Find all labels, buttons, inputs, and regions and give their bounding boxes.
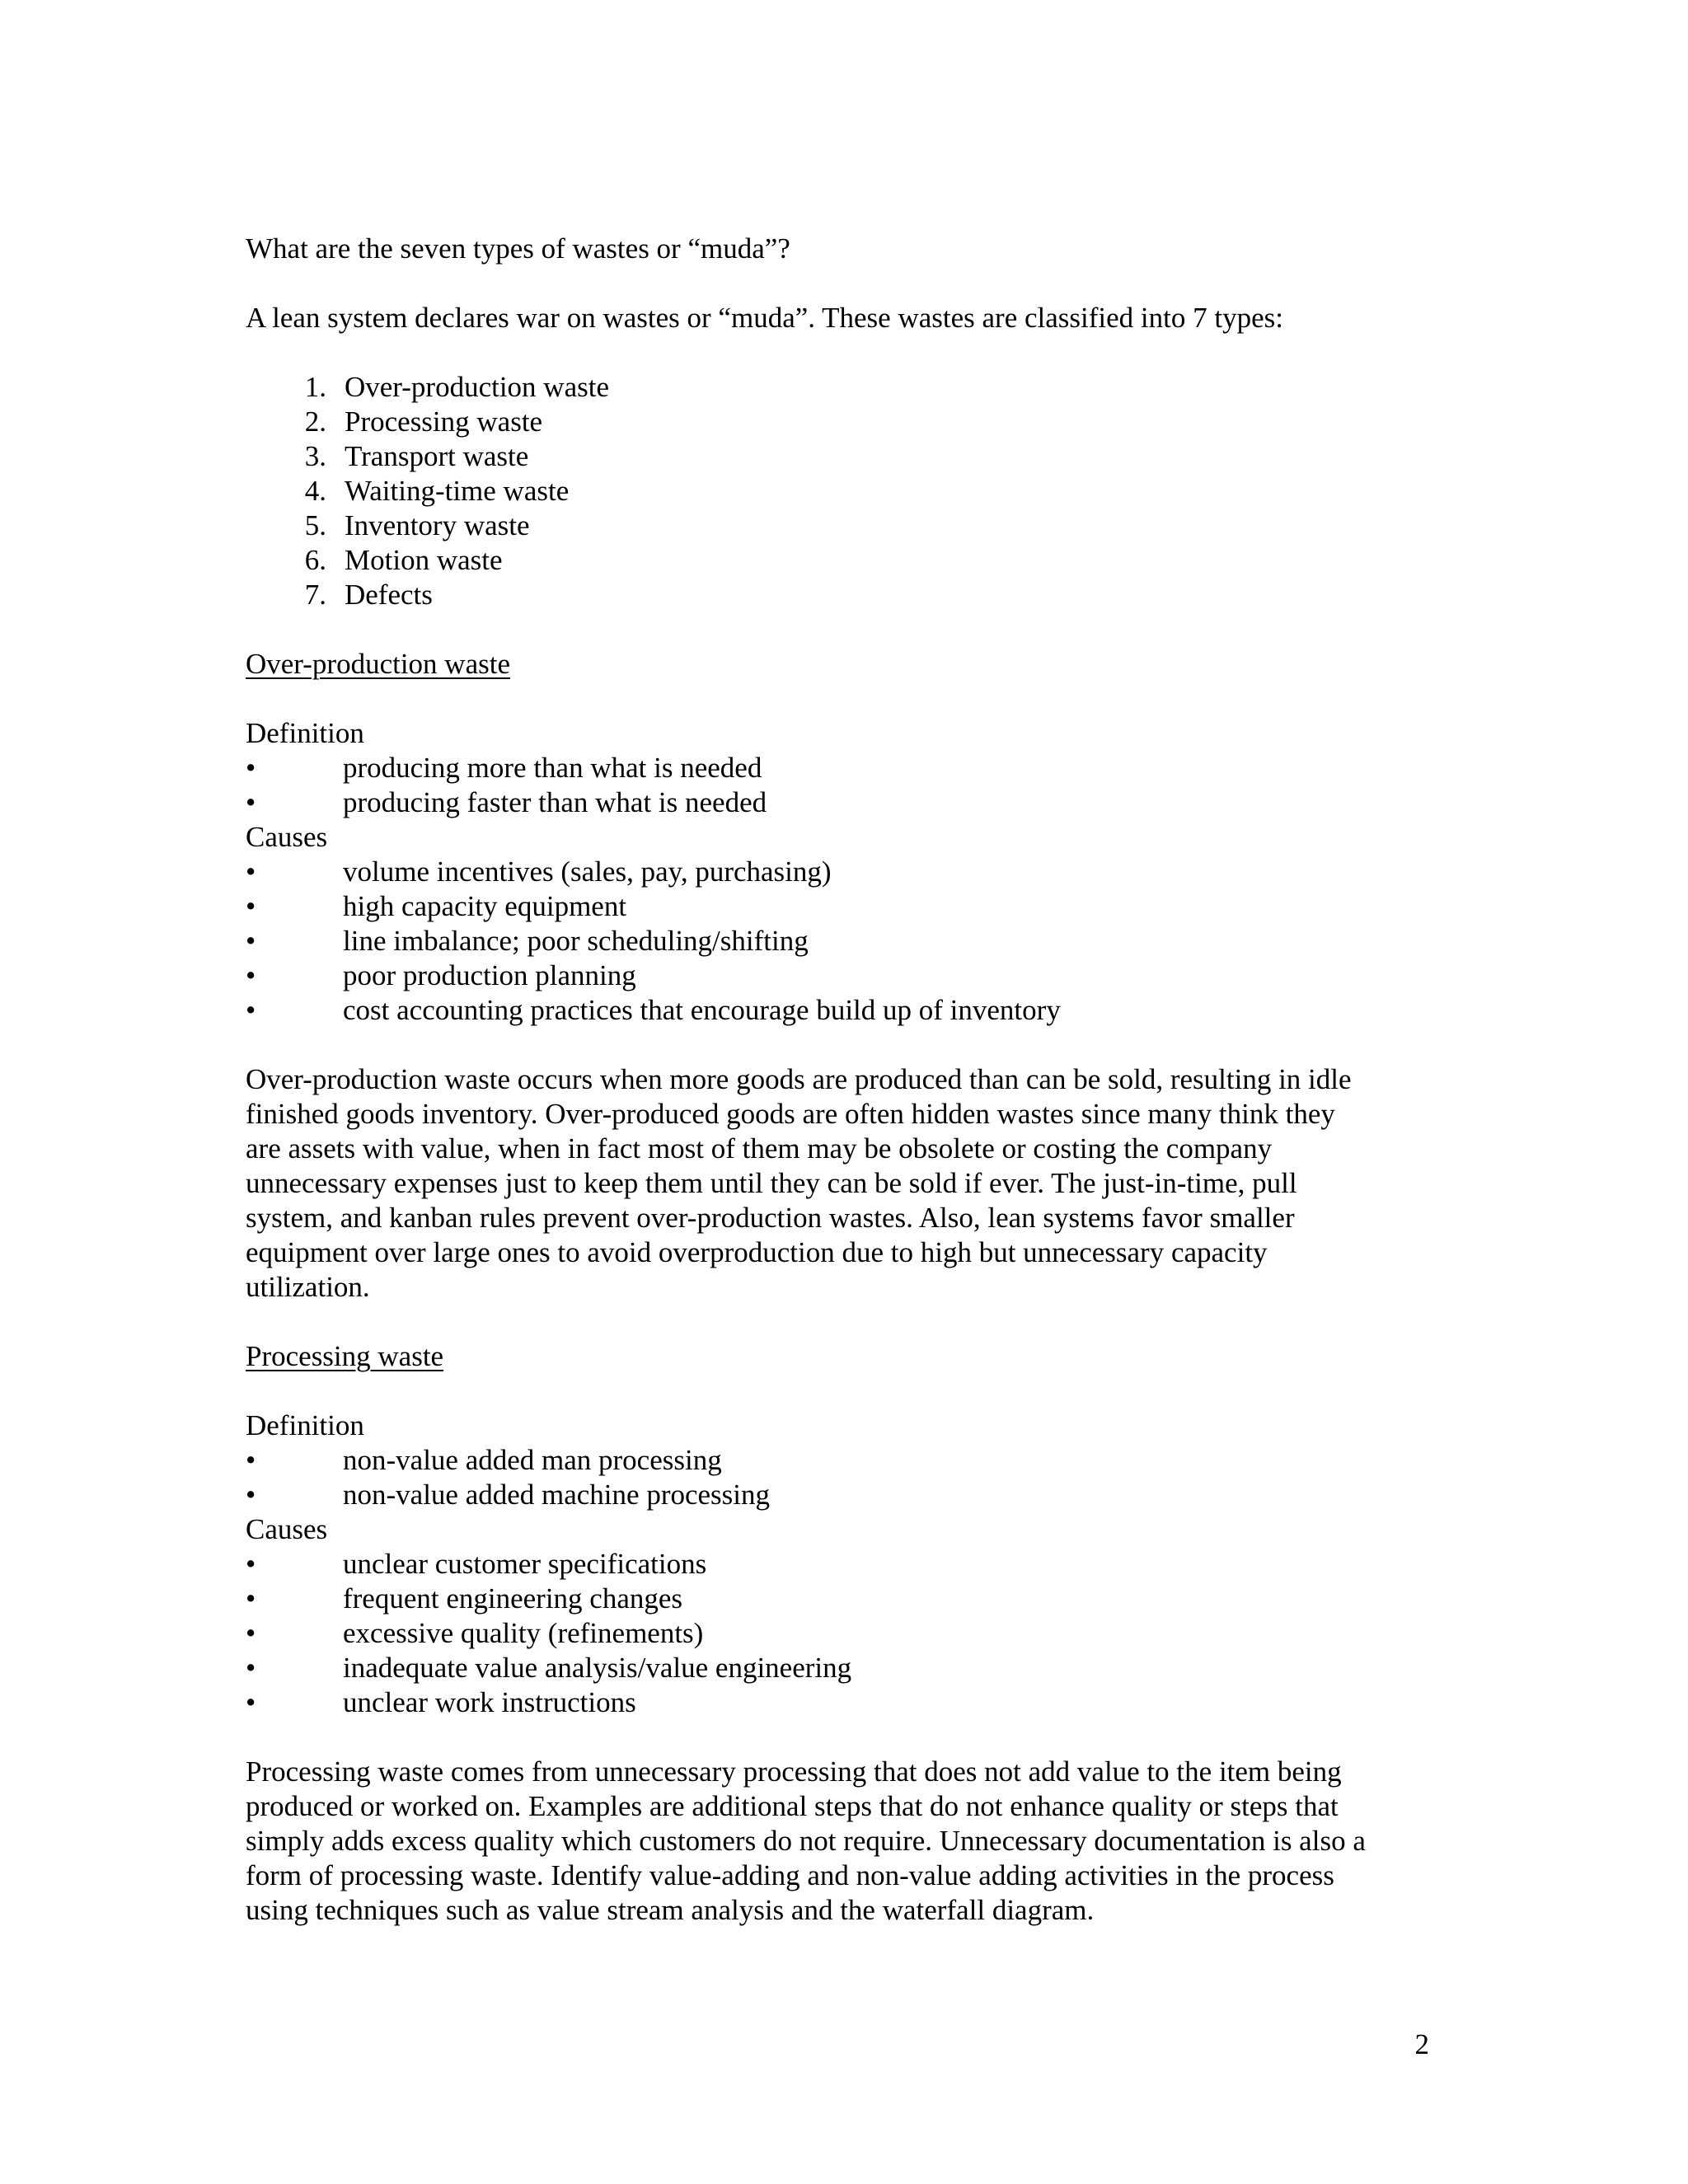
list-item (246, 405, 1432, 439)
spacer (246, 612, 1432, 647)
paragraph-line: system, and kanban rules prevent over-production wastes. Also, lean systems favor smaller (246, 1202, 1295, 1234)
list-item-label: Transport waste (345, 440, 529, 472)
bullet-text: producing more than what is needed (343, 752, 762, 784)
intro-statement: A lean system declares war on wastes or “muda”. These wastes are classified into 7 types: (246, 302, 1283, 334)
list-item-label: Motion waste (345, 544, 503, 576)
bullet-item (246, 751, 1432, 785)
bullet-text: line imbalance; poor scheduling/shifting (343, 925, 809, 957)
paragraph-line: simply adds excess quality which customers do not require. Unnecessary documentation is also a (246, 1825, 1366, 1857)
page-number: 2 (1414, 2028, 1429, 2060)
bullet-item (246, 889, 1432, 924)
list-number: 5. (304, 509, 326, 541)
spacer (246, 1374, 1432, 1408)
list-item-label: Over-production waste (345, 371, 609, 403)
bullet-text: unclear work instructions (343, 1686, 636, 1718)
list-item (246, 543, 1432, 578)
definition-label: Definition (246, 1409, 364, 1441)
bullet-icon: • (246, 752, 256, 784)
list-item (246, 578, 1432, 612)
section-heading-overproduction: Over-production waste (246, 648, 510, 680)
bullet-item (246, 1685, 1432, 1720)
page-content (246, 232, 1432, 1928)
list-item-label: Inventory waste (345, 509, 530, 541)
spacer (246, 682, 1432, 716)
bullet-item (246, 924, 1432, 958)
spacer (246, 335, 1432, 370)
section-heading-processing: Processing waste (246, 1340, 444, 1372)
list-item-label: Waiting-time waste (345, 475, 570, 507)
list-item (246, 370, 1432, 405)
bullet-text: volume incentives (sales, pay, purchasing) (343, 855, 832, 888)
bullet-icon: • (246, 925, 256, 957)
paragraph-line: unnecessary expenses just to keep them until they can be sold if ever. The just-in-time, pull (246, 1167, 1297, 1199)
causes-label: Causes (246, 1513, 328, 1545)
bullet-icon: • (246, 1686, 256, 1718)
bullet-item (246, 1616, 1432, 1651)
paragraph-line: Over-production waste occurs when more goods are produced than can be sold, resulting in idle (246, 1063, 1352, 1095)
overproduction-paragraph (246, 1062, 1432, 1305)
waste-types-list (246, 370, 1432, 612)
list-number: 7. (304, 579, 326, 611)
paragraph-line: Processing waste comes from unnecessary processing that does not add value to the item being (246, 1755, 1342, 1788)
bullet-icon: • (246, 1652, 256, 1684)
bullet-item (246, 1582, 1432, 1616)
paragraph-line: form of processing waste. Identify value-adding and non-value adding activities in the process (246, 1859, 1334, 1891)
intro-question: What are the seven types of wastes or “muda”? (246, 232, 790, 265)
bullet-item (246, 855, 1432, 889)
processing-paragraph (246, 1755, 1432, 1928)
list-item-label: Processing waste (345, 405, 543, 438)
bullet-icon: • (246, 1548, 256, 1580)
spacer (246, 266, 1432, 301)
bullet-icon: • (246, 1479, 256, 1511)
bullet-text: producing faster than what is needed (343, 786, 767, 818)
bullet-text: excessive quality (refinements) (343, 1617, 704, 1649)
bullet-icon: • (246, 855, 256, 888)
list-number: 1. (304, 371, 326, 403)
bullet-item (246, 993, 1432, 1028)
bullet-text: non-value added man processing (343, 1444, 722, 1476)
list-number: 4. (304, 475, 326, 507)
bullet-icon: • (246, 959, 256, 991)
list-item (246, 509, 1432, 543)
bullet-text: high capacity equipment (343, 890, 627, 922)
bullet-item (246, 958, 1432, 993)
bullet-text: cost accounting practices that encourage build up of inventory (343, 994, 1061, 1026)
paragraph-line: using techniques such as value stream analysis and the waterfall diagram. (246, 1894, 1095, 1926)
bullet-text: poor production planning (343, 959, 636, 991)
bullet-text: inadequate value analysis/value engineering (343, 1652, 852, 1684)
paragraph-line: are assets with value, when in fact most of them may be obsolete or costing the company (246, 1132, 1273, 1165)
bullet-icon: • (246, 994, 256, 1026)
bullet-item (246, 1651, 1432, 1685)
paragraph-line: utilization. (246, 1271, 370, 1303)
definition-label: Definition (246, 717, 364, 749)
list-item-label: Defects (345, 579, 433, 611)
list-item (246, 439, 1432, 474)
bullet-item (246, 785, 1432, 820)
bullet-item (246, 1547, 1432, 1582)
paragraph-line: equipment over large ones to avoid overproduction due to high but unnecessary capacity (246, 1236, 1268, 1268)
list-number: 6. (304, 544, 326, 576)
bullet-icon: • (246, 1617, 256, 1649)
bullet-icon: • (246, 890, 256, 922)
bullet-text: frequent engineering changes (343, 1582, 683, 1615)
bullet-icon: • (246, 1582, 256, 1615)
list-number: 3. (304, 440, 326, 472)
paragraph-line: produced or worked on. Examples are additional steps that do not enhance quality or steps that (246, 1790, 1339, 1822)
causes-label: Causes (246, 821, 328, 853)
bullet-item (246, 1478, 1432, 1512)
spacer (246, 1305, 1432, 1339)
spacer (246, 1028, 1432, 1062)
bullet-text: unclear customer specifications (343, 1548, 707, 1580)
bullet-item (246, 1443, 1432, 1478)
paragraph-line: finished goods inventory. Over-produced goods are often hidden wastes since many think they (246, 1098, 1335, 1130)
list-number: 2. (304, 405, 326, 438)
list-item (246, 474, 1432, 509)
bullet-text: non-value added machine processing (343, 1479, 771, 1511)
bullet-icon: • (246, 786, 256, 818)
bullet-icon: • (246, 1444, 256, 1476)
spacer (246, 1720, 1432, 1755)
